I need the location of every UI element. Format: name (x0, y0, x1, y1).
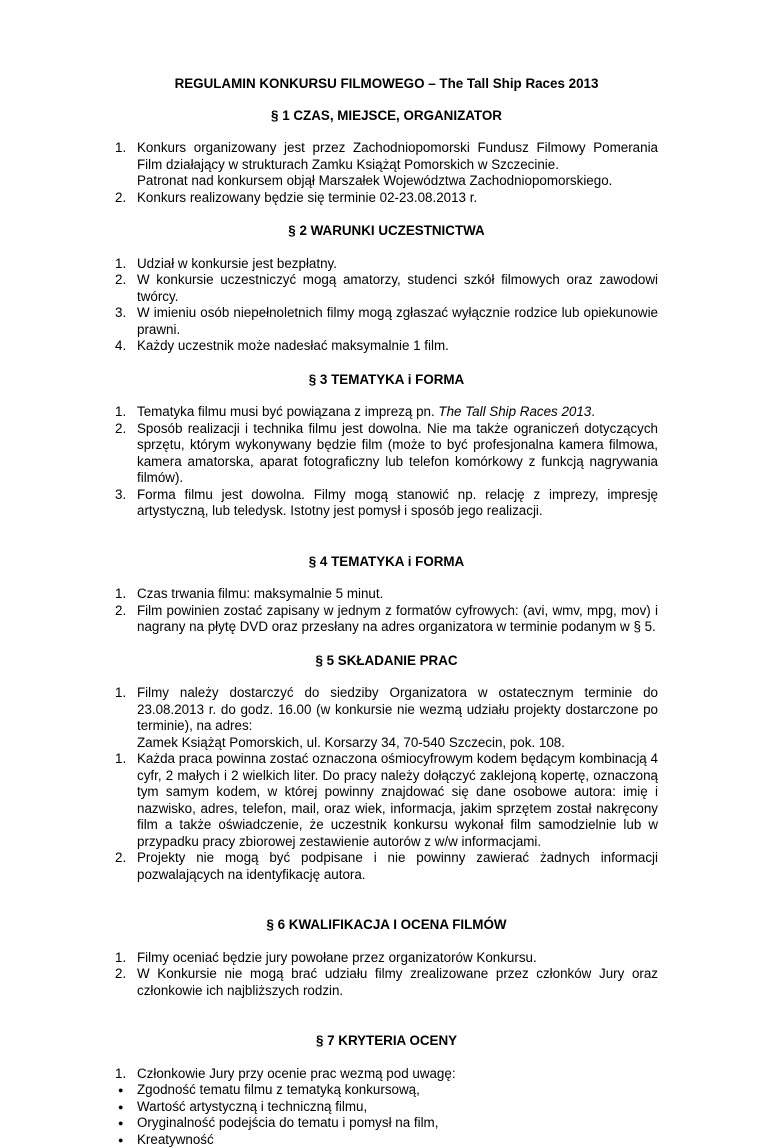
list-item (115, 140, 658, 190)
item-tail: . (591, 404, 595, 419)
list-item (115, 421, 658, 487)
list-item (115, 685, 658, 751)
list-item (115, 305, 658, 338)
section-list (115, 685, 658, 883)
item-text: Wartość artystyczną i techniczną filmu, (137, 1099, 367, 1114)
section-list (115, 1066, 658, 1148)
list-item (115, 338, 658, 355)
item-number: 2. (115, 190, 126, 207)
item-text: Kreatywność (137, 1132, 214, 1147)
item-number: 1. (115, 950, 126, 967)
item-number: 1. (115, 1066, 126, 1083)
section-7 (115, 1033, 658, 1148)
section-heading: § 2 WARUNKI UCZESTNICTWA (115, 223, 658, 240)
section-heading: § 1 CZAS, MIEJSCE, ORGANIZATOR (115, 108, 658, 125)
item-italic: The Tall Ship Races 2013 (438, 404, 591, 419)
bullet-icon: ● (118, 1132, 123, 1148)
item-number: 1. (115, 404, 126, 421)
item-number: 2. (115, 966, 126, 983)
list-item (115, 404, 658, 421)
list-item (115, 1132, 658, 1148)
section-5 (115, 653, 658, 884)
item-text: Filmy należy dostarczyć do siedziby Organizatora w ostatecznym terminie do 23.08.2013 r. do godz. 16.00 (w konkursie nie wezmą udziału projekty dostarczone po terminie), na adres: (137, 685, 658, 735)
list-item (115, 190, 658, 207)
item-text: Forma filmu jest dowolna. Filmy mogą stanowić np. relację z imprezy, impresję artystyczną, lub teledysk. Istotny jest pomysł i sposób jego realizacji. (137, 487, 658, 519)
list-item (115, 966, 658, 999)
section-list (115, 256, 658, 355)
item-text: Film powinien zostać zapisany w jednym z formatów cyfrowych: (avi, wmv, mpg, mov) i nagrany na płytę DVD oraz przesłany na adres organizatora w terminie podanym w § 5. (137, 603, 658, 635)
section-list (115, 586, 658, 636)
item-number: 2. (115, 850, 126, 867)
section-list (115, 404, 658, 520)
list-item (115, 850, 658, 883)
list-item (115, 272, 658, 305)
item-text: Członkowie Jury przy ocenie prac wezmą pod uwagę: (137, 1066, 456, 1081)
bullet-icon: ● (118, 1115, 123, 1132)
list-item (115, 1099, 658, 1116)
item-number: 1. (115, 751, 126, 768)
item-text: Konkurs organizowany jest przez Zachodniopomorski Fundusz Filmowy Pomerania Film działający w strukturach Zamku Książąt Pomorskich w Szczecinie. (137, 140, 658, 173)
section-3 (115, 372, 658, 520)
section-heading: § 6 KWALIFIKACJA I OCENA FILMÓW (115, 917, 658, 934)
item-number: 3. (115, 305, 126, 322)
section-2 (115, 223, 658, 355)
section-heading: § 5 SKŁADANIE PRAC (115, 653, 658, 670)
section-1 (115, 108, 658, 207)
item-text: Projekty nie mogą być podpisane i nie powinny zawierać żadnych informacji pozwalających na identyfikację autora. (137, 850, 658, 882)
section-4 (115, 554, 658, 636)
list-item (115, 487, 658, 520)
list-item (115, 1082, 658, 1099)
item-number: 2. (115, 272, 126, 289)
item-number: 2. (115, 603, 126, 620)
document-title: REGULAMIN KONKURSU FILMOWEGO – The Tall Ship Races 2013 (115, 76, 658, 93)
item-text: Tematyka filmu musi być powiązana z imprezą pn. (137, 404, 438, 419)
list-item (115, 950, 658, 967)
item-text: Zgodność tematu filmu z tematyką konkursową, (137, 1082, 420, 1097)
section-heading: § 7 KRYTERIA OCENY (115, 1033, 658, 1050)
list-item (115, 256, 658, 273)
item-number: 3. (115, 487, 126, 504)
bullet-icon: ● (118, 1099, 123, 1116)
section-list (115, 950, 658, 1000)
item-text: W konkursie uczestniczyć mogą amatorzy, studenci szkół filmowych oraz zawodowi twórcy. (137, 272, 658, 304)
list-item (115, 603, 658, 636)
item-text: Sposób realizacji i technika filmu jest dowolna. Nie ma także ograniczeń dotyczących sprzętu, którym wykonywany będzie film (może to być profesjonalna kamera filmowa, kamera amatorska, aparat fotograficzny lub telefon komórkowy z funkcją nagrywania filmów). (137, 421, 658, 486)
item-number: 1. (115, 586, 126, 603)
item-number: 1. (115, 140, 126, 157)
item-text: Każda praca powinna zostać oznaczona ośmiocyfrowym kodem będącym kombinacją 4 cyfr, 2 małych i 2 wielkich liter. Do pracy należy dołączyć zaklejoną kopertę, oznaczoną tym samym kodem, w której powinny znajdować się dane osobowe autora: imię i nazwisko, adres, telefon, mail, oraz wiek, informacja, jakim sprzętem został nakręcony film a także oświadczenie, że uczestnik konkursu wykonał film samodzielnie lub w przypadku pracy zbiorowej zestawienie autorów z w/w informacjami. (137, 751, 658, 849)
item-text: Każdy uczestnik może nadesłać maksymalnie 1 film. (137, 338, 449, 353)
section-list (115, 140, 658, 206)
item-number: 2. (115, 421, 126, 438)
bullet-icon: ● (118, 1082, 123, 1099)
item-number: 4. (115, 338, 126, 355)
list-item (115, 1115, 658, 1132)
section-6 (115, 917, 658, 999)
item-text: Konkurs realizowany będzie się terminie 02-23.08.2013 r. (137, 190, 477, 205)
list-item (115, 586, 658, 603)
item-text: W Konkursie nie mogą brać udziału filmy zrealizowane przez członków Jury oraz członkowie ich najbliższych rodzin. (137, 966, 658, 998)
item-extra: Patronat nad konkursem objął Marszałek Województwa Zachodniopomorskiego. (137, 173, 658, 190)
section-heading: § 3 TEMATYKA i FORMA (115, 372, 658, 389)
section-heading: § 4 TEMATYKA i FORMA (115, 554, 658, 571)
item-number: 1. (115, 256, 126, 273)
item-text: W imieniu osób niepełnoletnich filmy mogą zgłaszać wyłącznie rodzice lub opiekunowie prawni. (137, 305, 658, 337)
item-extra: Zamek Książąt Pomorskich, ul. Korsarzy 34, 70-540 Szczecin, pok. 108. (137, 735, 658, 752)
item-text: Filmy oceniać będzie jury powołane przez organizatorów Konkursu. (137, 950, 537, 965)
item-text: Udział w konkursie jest bezpłatny. (137, 256, 337, 271)
item-text: Czas trwania filmu: maksymalnie 5 minut. (137, 586, 383, 601)
item-text: Oryginalność podejścia do tematu i pomysł na film, (137, 1115, 438, 1130)
item-number: 1. (115, 685, 126, 702)
list-item (115, 751, 658, 850)
list-item (115, 1066, 658, 1083)
